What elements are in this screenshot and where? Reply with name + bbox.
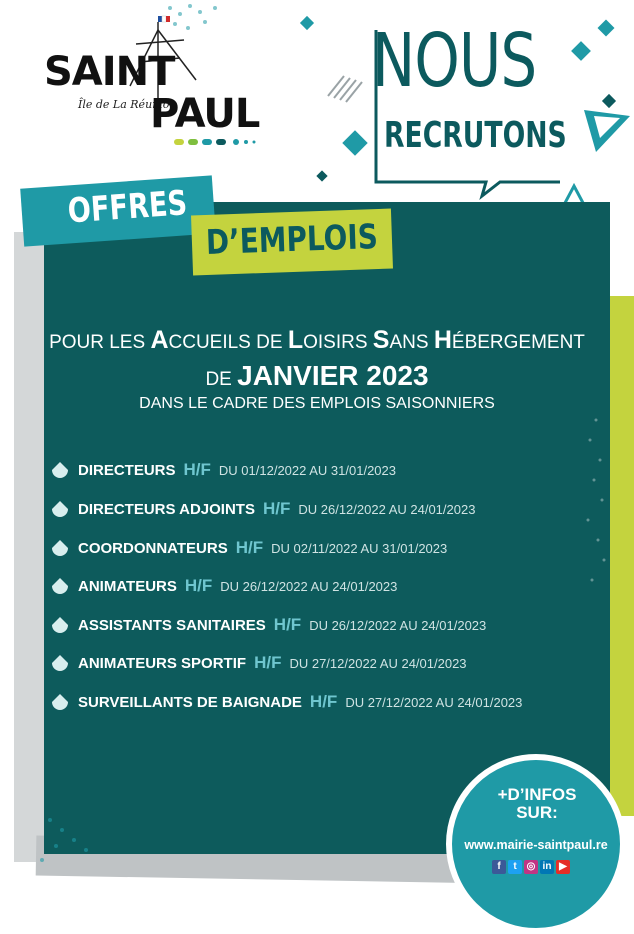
twitter-icon[interactable]: t <box>508 860 522 874</box>
job-gender: H/F <box>309 692 338 711</box>
intro-cap-s: S <box>372 326 390 354</box>
intro-de: DE <box>205 369 238 390</box>
bullet-icon <box>50 615 70 635</box>
job-row <box>50 573 397 599</box>
info-url-link[interactable]: www.mairie-saintpaul.re <box>464 838 608 852</box>
bullet-icon <box>50 576 70 596</box>
tag-offres-label: OFFRES <box>66 183 189 232</box>
job-dates: DU 01/12/2022 AU 31/01/2023 <box>218 462 396 478</box>
job-dates: DU 26/12/2022 AU 24/01/2023 <box>298 501 476 517</box>
headline-recrutons: RECRUTONS <box>384 115 567 156</box>
job-dates: DU 26/12/2022 AU 24/01/2023 <box>309 617 487 633</box>
info-line-2: SUR: <box>516 802 558 822</box>
job-title: ASSISTANTS SANITAIRES <box>78 616 266 634</box>
instagram-icon[interactable]: ◎ <box>524 860 538 874</box>
intro-word-sans: ANS <box>389 332 434 353</box>
job-gender: H/F <box>273 615 302 634</box>
tag-emplois-label: D’EMPLOIS <box>205 217 379 263</box>
intro-line-3: DANS LE CADRE DES EMPLOIS SAISONNIERS <box>139 395 495 412</box>
job-dates: DU 27/12/2022 AU 24/01/2023 <box>289 655 467 671</box>
job-gender: H/F <box>262 499 291 518</box>
job-row <box>50 457 396 483</box>
facebook-icon[interactable]: f <box>492 860 506 874</box>
job-title: DIRECTEURS <box>78 461 176 479</box>
job-title: ANIMATEURS <box>78 577 177 595</box>
job-gender: H/F <box>235 538 264 557</box>
job-title: COORDONNATEURS <box>78 539 228 557</box>
job-gender: H/F <box>183 460 211 479</box>
job-dates: DU 02/11/2022 AU 31/01/2023 <box>271 540 448 556</box>
job-title: SURVEILLANTS DE BAIGNADE <box>78 693 302 711</box>
bullet-icon <box>50 692 70 712</box>
intro-prefix: POUR LES <box>49 332 151 353</box>
job-gender: H/F <box>254 653 282 672</box>
job-row <box>50 496 475 522</box>
headline-nous: NOUS <box>372 18 537 104</box>
job-row <box>50 612 486 638</box>
intro-word-hebergement: ÉBERGEMENT <box>451 332 585 353</box>
logo-saint-text: SAINT <box>44 49 175 95</box>
intro-word-accueils: CCUEILS DE <box>168 332 288 353</box>
intro-line-1 <box>0 328 634 353</box>
job-dates: DU 26/12/2022 AU 24/01/2023 <box>220 578 398 594</box>
bullet-icon <box>50 653 70 673</box>
social-icons <box>492 860 570 874</box>
job-row <box>50 535 447 561</box>
job-title: ANIMATEURS SPORTIF <box>78 654 247 672</box>
logo-paul-text: PAUL <box>150 91 260 137</box>
intro-month: JANVIER 2023 <box>237 360 429 391</box>
youtube-icon[interactable]: ▶ <box>556 860 570 874</box>
logo-subtitle: Île de La Réunion <box>78 98 177 111</box>
intro-word-loisirs: OISIRS <box>303 332 373 353</box>
bullet-icon <box>50 499 70 519</box>
bullet-icon <box>50 538 70 558</box>
intro-line-2 <box>0 362 634 390</box>
bullet-icon <box>50 460 70 480</box>
job-row <box>50 689 522 715</box>
intro-cap-l: L <box>287 326 304 354</box>
info-heading <box>462 786 612 822</box>
job-dates: DU 27/12/2022 AU 24/01/2023 <box>345 694 523 710</box>
job-row <box>50 650 467 676</box>
intro-cap-h: H <box>433 326 452 354</box>
linkedin-icon[interactable]: in <box>540 860 554 874</box>
intro-cap-a: A <box>150 326 169 354</box>
tag-emplois <box>191 209 393 276</box>
info-line-1: +D’INFOS <box>497 785 577 804</box>
job-gender: H/F <box>184 576 213 595</box>
job-title: DIRECTEURS ADJOINTS <box>78 500 255 518</box>
